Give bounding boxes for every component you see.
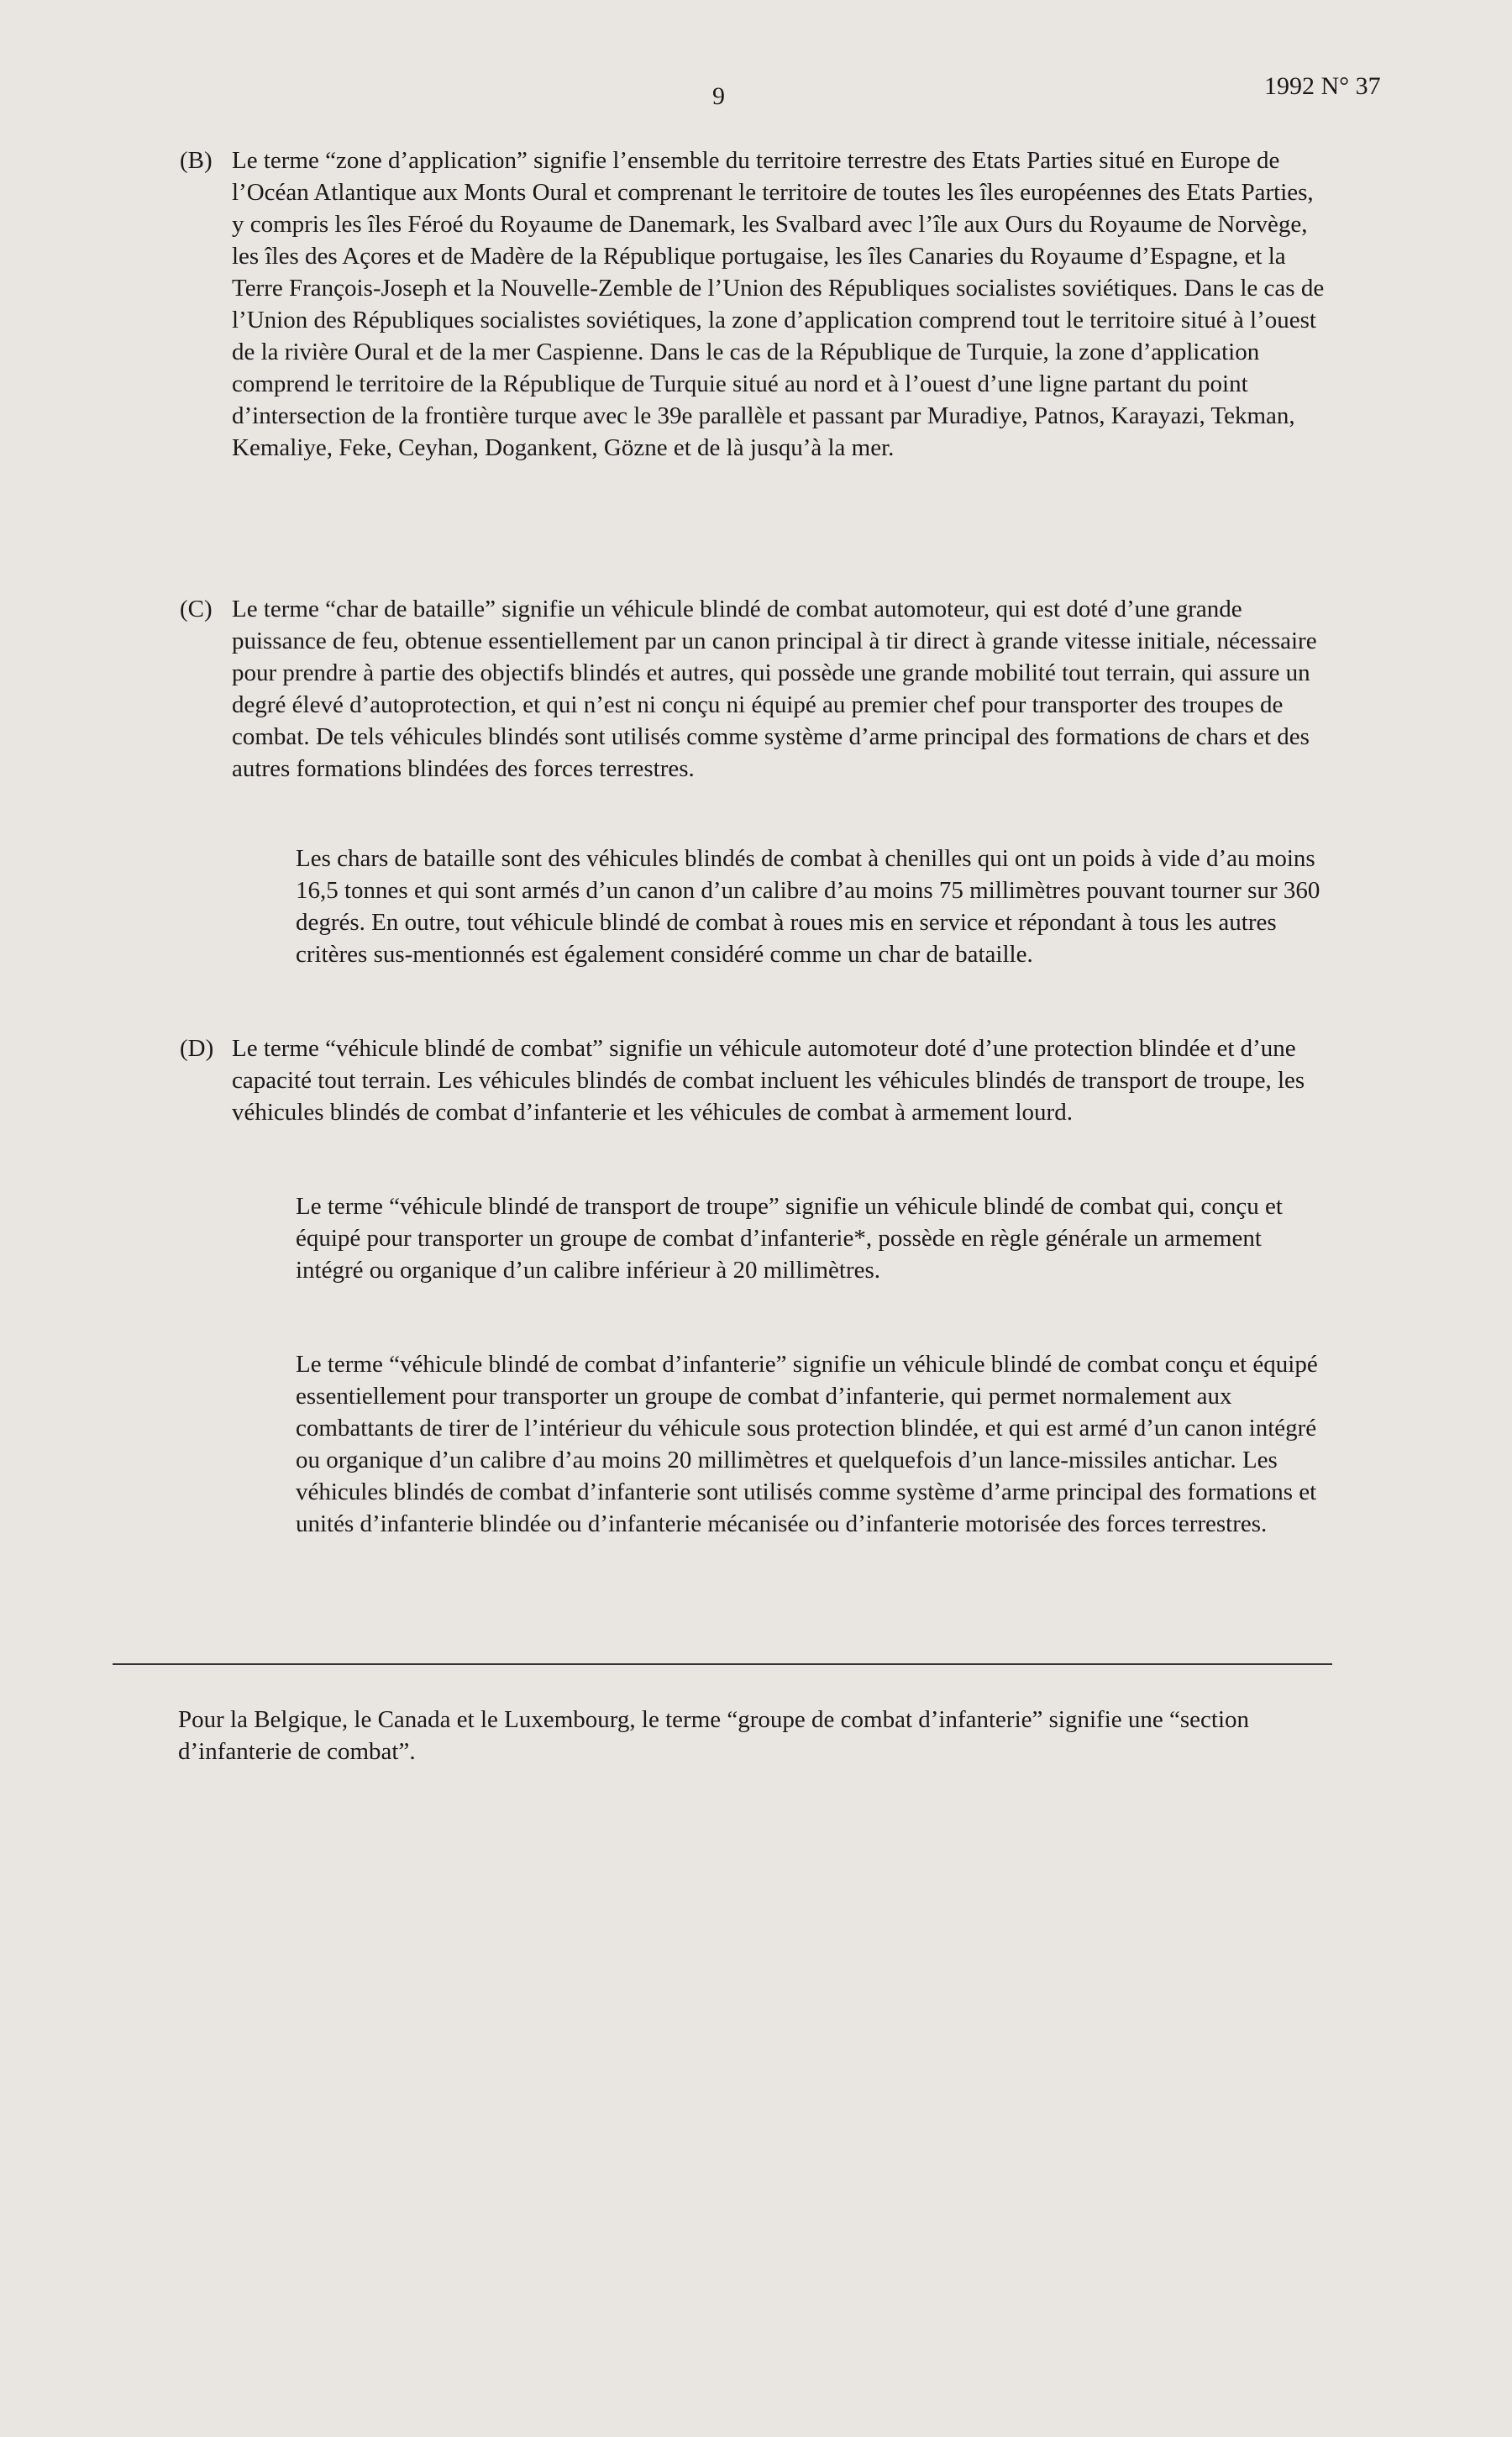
paragraph-marker: (D): [180, 1035, 214, 1062]
paragraph-c: [180, 593, 1331, 785]
footnote: Pour la Belgique, le Canada et le Luxembourg, le terme “groupe de combat d’infanterie” signifie une “section d’infanterie de combat”.: [178, 1706, 1250, 1765]
sub-paragraph-d-1: Le terme “véhicule blindé de transport de troupe” signifie un véhicule blindé de combat qui, conçu et équipé pour transporter un groupe de combat d’infanterie*, possède en règle générale un armement intégré ou organique d’un calibre inférieur à 20 millimètres.: [296, 1193, 1283, 1284]
paragraph-text: Le terme “zone d’application” signifie l’ensemble du territoire terrestre des Etats Parties situé en Europe de l’Océan Atlantique aux Monts Oural et comprenant le territoire de toutes les îles européennes des Etats Parties, y compris les îles Féroé du Royaume de Danemark, les Svalbard avec l’île aux Ours du Royaume de Norvège, les îles des Açores et de Madère de la République portugaise, les îles Canaries du Royaume d’Espagne, et la Terre François-Joseph et la Nouvelle-Zemble de l’Union des Républiques socialistes soviétiques. Dans le cas de l’Union des Républiques socialistes soviétiques, la zone d’application comprend tout le territoire situé à l’ouest de la rivière Oural et de la mer Caspienne. Dans le cas de la République de Turquie, la zone d’application comprend le territoire de la République de Turquie situé au nord et à l’ouest d’une ligne partant du point d’intersection de la frontière turque avec le 39e parallèle et passant par Muradiye, Patnos, Karayazi, Tekman, Kemaliye, Feke, Ceyhan, Dogankent, Gözne et de là jusqu’à la mer.: [232, 147, 1325, 461]
paragraph-marker: (B): [180, 147, 213, 174]
page-number: 9: [712, 82, 726, 110]
paragraph-d: [180, 1032, 1331, 1128]
paragraph-marker: (C): [180, 596, 213, 622]
paragraph-b: [180, 144, 1331, 464]
footnote-divider: [113, 1663, 1332, 1665]
paragraph-text: Le terme “char de bataille” signifie un véhicule blindé de combat automoteur, qui est doté d’une grande puissance de feu, obtenue essentiellement par un canon principal à tir direct à grande vitesse initiale, nécessaire pour prendre à partie des objectifs blindés et autres, qui possède une grande mobilité tout terrain, qui assure un degré élevé d’autoprotection, et qui n’est ni conçu ni équipé au premier chef pour transporter des troupes de combat. De tels véhicules blindés sont utilisés comme système d’arme principal des formations de chars et des autres formations blindées des forces terrestres.: [232, 596, 1317, 782]
sub-paragraph-d-2: Le terme “véhicule blindé de combat d’infanterie” signifie un véhicule blindé de combat conçu et équipé essentiellement pour transporter un groupe de combat d’infanterie, qui permet normalement aux combattants de tirer de l’intérieur du véhicule sous protection blindée, et qui est armé d’un canon intégré ou organique d’un calibre d’au moins 20 millimètres et quelquefois d’un lance-missiles antichar. Les véhicules blindés de combat d’infanterie sont utilisés comme système d’arme principal des formations et unités d’infanterie blindée ou d’infanterie mécanisée ou d’infanterie motorisée des forces terrestres.: [296, 1351, 1318, 1537]
sub-paragraph-c-1: Les chars de bataille sont des véhicules blindés de combat à chenilles qui ont un poids à vide d’au moins 16,5 tonnes et qui sont armés d’un canon d’un calibre d’au moins 75 millimètres pouvant tourner sur 360 degrés. En outre, tout véhicule blindé de combat à roues mis en service et répondant à tous les autres critères sus-mentionnés est également considéré comme un char de bataille.: [296, 845, 1320, 968]
document-reference: 1992 N° 37: [1264, 72, 1381, 100]
paragraph-text: Le terme “véhicule blindé de combat” signifie un véhicule automoteur doté d’une protection blindée et d’une capacité tout terrain. Les véhicules blindés de combat incluent les véhicules blindés de transport de troupe, les véhicules blindés de combat d’infanterie et les véhicules de combat à armement lourd.: [232, 1035, 1305, 1126]
